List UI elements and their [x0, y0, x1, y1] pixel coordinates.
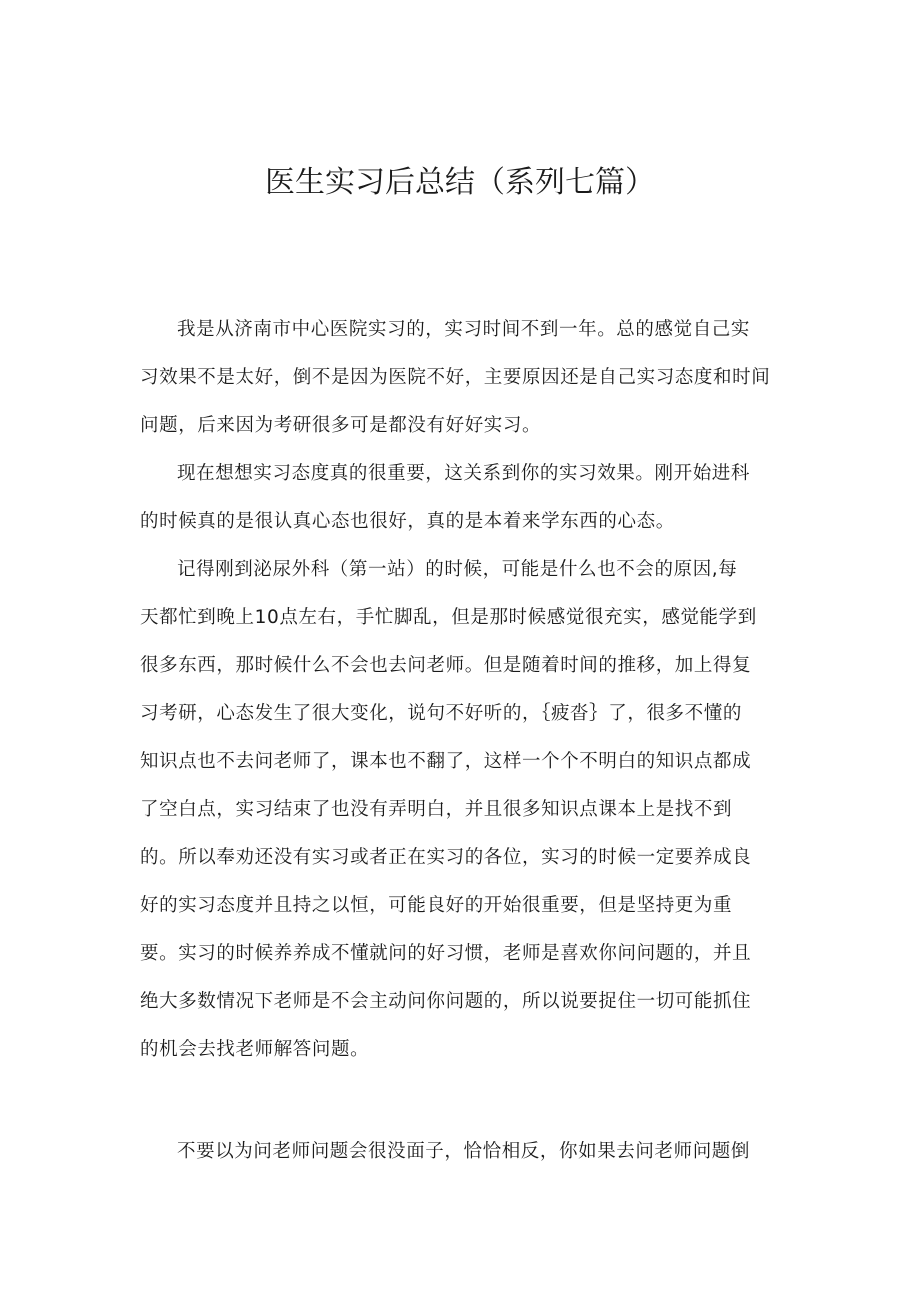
- paragraph-line: 好的实习态度并且持之以恒，可能良好的开始很重要，但是坚持更为重: [140, 895, 733, 916]
- paragraph-line: 习考研，心态发生了很大变化，说句不好听的，｛疲沓｝了，很多不懂的: [140, 703, 742, 724]
- paragraph-line: 问题，后来因为考研很多可是都没有好好实习。: [140, 415, 542, 436]
- paragraph-line: 要。实习的时候养养成不懂就问的好习惯，老师是喜欢你问问题的，并且: [140, 943, 752, 964]
- paragraph-line: 天都忙到晚上10点左右，手忙脚乱，但是那时候感觉很充实，感觉能学到: [140, 607, 757, 628]
- paragraph-4: [140, 1128, 784, 1176]
- paragraph-line: 不要以为问老师问题会很没面子，恰恰相反，你如果去问老师问题倒: [177, 1141, 751, 1162]
- paragraph-3: [140, 546, 784, 1074]
- paragraph-line: 的时候真的是很认真心态也很好，真的是本着来学东西的心态。: [140, 511, 675, 532]
- document-title: 医生实习后总结（系列七篇）: [265, 165, 655, 200]
- paragraph-line: 了空白点，实习结束了也没有弄明白，并且很多知识点课本上是找不到: [140, 799, 733, 820]
- paragraph-line: 的机会去找老师解答问题。: [140, 1039, 370, 1060]
- paragraph-line: 习效果不是太好，倒不是因为医院不好，主要原因还是自己实习态度和时间: [140, 367, 771, 388]
- paragraph-line: 很多东西，那时候什么不会也去问老师。但是随着时间的推移，加上得复: [140, 655, 752, 676]
- paragraph-line: 知识点也不去问老师了，课本也不翻了，这样一个个不明白的知识点都成: [140, 751, 752, 772]
- paragraph-line: 我是从济南市中心医院实习的，实习时间不到一年。总的感觉自己实: [177, 319, 751, 340]
- paragraph-line: 绝大多数情况下老师是不会主动问你问题的，所以说要捉住一切可能抓住: [140, 991, 752, 1012]
- paragraph-2: [140, 450, 784, 546]
- paragraph-line: 的。所以奉劝还没有实习或者正在实习的各位，实习的时候一定要养成良: [140, 847, 752, 868]
- paragraph-line: 现在想想实习态度真的很重要，这关系到你的实习效果。刚开始进科: [177, 463, 751, 484]
- paragraph-1: [140, 306, 784, 450]
- paragraph-line: 记得刚到泌尿外科（第一站）的时候，可能是什么也不会的原因,每: [177, 559, 738, 580]
